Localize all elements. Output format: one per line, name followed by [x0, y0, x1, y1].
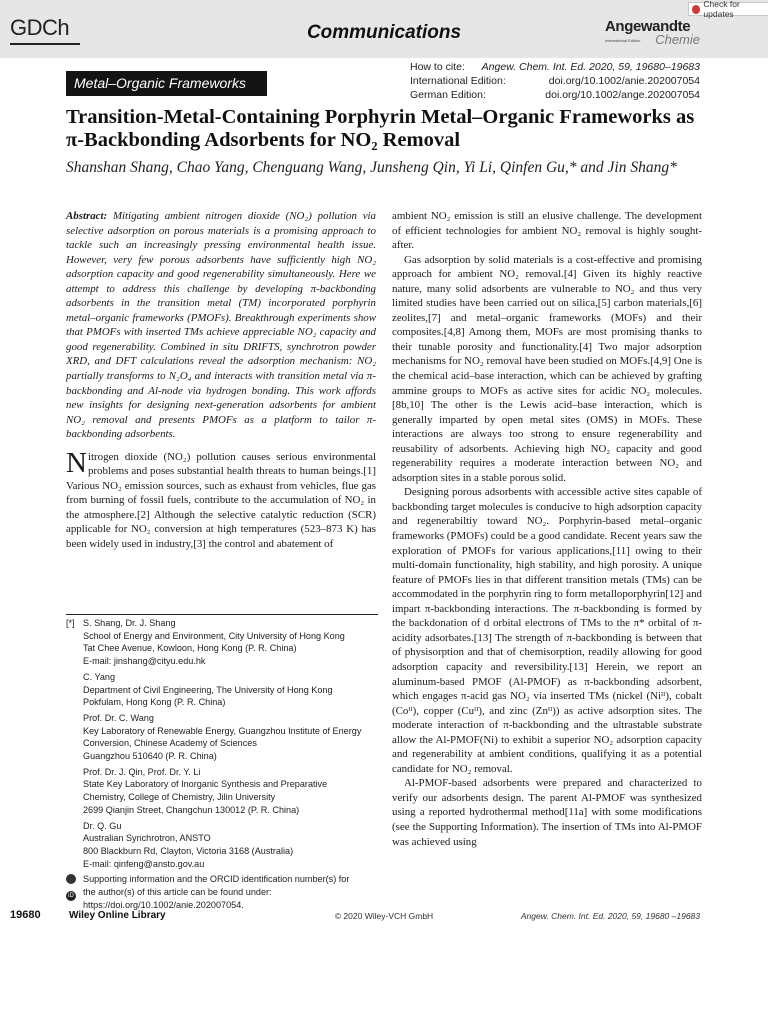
orcid-icon: iD [66, 891, 76, 901]
journal-logo [605, 18, 700, 47]
affiliation-group [83, 820, 378, 871]
affiliation-line: School of Energy and Environment, City University of Hong Kong [83, 630, 345, 641]
supporting-info-text [83, 873, 378, 911]
how-to-cite-value: Angew. Chem. Int. Ed. 2020, 59, 19680–19683 [481, 61, 700, 73]
check-for-updates-label: Check for updates [703, 0, 740, 19]
supporting-info-link[interactable]: https://doi.org/10.1002/anie.202007054. [83, 899, 244, 910]
supporting-info-line: Supporting information and the ORCID identification number(s) for [83, 874, 350, 885]
affiliation-line: Department of Civil Engineering, The University of Hong Kong [83, 684, 333, 695]
citation-block [410, 60, 700, 102]
page-number: 19680 [10, 909, 41, 921]
affiliation-line: S. Shang, Dr. J. Shang [83, 618, 176, 628]
affiliation-line: 800 Blackburn Rd, Clayton, Victoria 3168 (Australia) [83, 845, 294, 856]
page-footer [0, 909, 768, 925]
intro-text: itrogen dioxide (NO₂) pollution causes serious environmental problems and poses substantial health threats to human beings.[1] Various NO₂ emission sources, such as exhaust from vehicles, flue gas from burning of fossil fuels, contribute to the accumulation of NO₂ in the atmosphere.[2] Although the selective catalytic reduction (SCR) applicable for NO₂ conversion at high temperatures (523–873 K) has been widely used in industry,[3] the control and abatement of [66, 450, 376, 551]
affiliation-mark: [*] [66, 618, 75, 628]
right-paragraph-2: Gas adsorption by solid materials is a cost-effective and promising approach for ambient NO₂ removal.[4] Given its highly reactive nature, many solid adsorbents are vulnerable to NO₂ and thus very limited studies have been carried out on silica,[5] carbon materials,[6] zeolites,[7] and metal–organic frameworks (MOFs) and their composites.[4,8] Among them, MOFs are most promising thanks to their tunable porosity and functionality.[4] Two major adsorption mechanisms for NO₂ removal have been studied on MOFs.[4,9] One is the chemical acid–base interaction, which can be achieved by grafting ammine groups to MOFs as active sites for acidic NO₂ molecules.[8b,10] The other is the Lewis acid–base interaction, which is generally imparted by open metal sites (OMS) in MOFs. These interactions are always too strong to ensure regenerability and reusability of adsorbents. Achieving high NO₂ capacity and good regenerability requires a moderate interaction between NO₂ and adsorption sites in a stable porous solid. [392, 253, 702, 484]
supporting-info-icon [66, 874, 76, 884]
affiliation-group [83, 617, 378, 668]
affiliation-line: Chemistry, College of Chemistry, Jilin University [83, 792, 276, 803]
author-list: Shanshan Shang, Chao Yang, Chenguang Wang, Junsheng Qin, Yi Li, Qinfen Gu,* and Jin Shang* [66, 159, 677, 176]
supporting-info-line: the author(s) of this article can be found under: [83, 887, 272, 898]
abstract-text: Mitigating ambient nitrogen dioxide (NO₂) pollution via selective adsorption on porous materials is a promising approach to tackle such an increasingly pressing environmental health issue. However, very few porous adsorbents have sufficiently high NO₂ adsorption capacity and good regenerability simultaneously. Here we attempt to address this challenge by developing π-backbonding adsorbents in the transition metal (TM) incorporated porphyrin metal–organic frameworks (PMOFs). Breakthrough experiments show that PMOFs with inserted TMs achieve appreciable NO₂ capacity and good regenerability. Combined in situ DRIFTS, synchrotron powder XRD, and DFT calculations reveal the adsorption mechanism: NO₂ partially transforms to N₂O₄ and interacts with transition metal via π-backbonding and Al-node via hydrogen bonding. This work affords new insights for designing next-generation adsorbents for ambient NO₂ removal and presents PMOFs as a platform to tailor π-backbonding adsorbents. [66, 210, 376, 441]
wiley-online-library-link[interactable]: Wiley Online Library [69, 910, 166, 921]
update-check-icon [692, 5, 700, 14]
affiliations-block [66, 614, 378, 911]
abstract-label: Abstract: [66, 210, 108, 222]
affiliation-line: Guangzhou 510640 (P. R. China) [83, 751, 217, 762]
section-title: Communications [306, 22, 462, 43]
intl-edition-label: International Edition: [410, 75, 506, 87]
affiliation-line: State Key Laboratory of Inorganic Synthesis and Preparative [83, 779, 328, 790]
affiliations-row [66, 617, 378, 873]
citation-how-to-cite [410, 60, 700, 74]
intl-edition-doi-link[interactable]: doi.org/10.1002/anie.202007054 [548, 75, 700, 87]
affiliation-line: Conversion, Chinese Academy of Sciences [83, 738, 257, 749]
affiliation-line: Dr. Q. Gu [83, 820, 122, 831]
affiliation-group [83, 766, 378, 817]
supporting-info-icons [66, 873, 83, 911]
journal-logo-sub: Chemie [655, 32, 700, 47]
affiliation-line: Key Laboratory of Renewable Energy, Guangzhou Institute of Energy [83, 725, 362, 736]
abstract [66, 209, 376, 442]
header-band [0, 0, 768, 58]
affiliation-line: Tat Chee Avenue, Kowloon, Hong Kong (P. R. China) [83, 643, 297, 654]
affiliation-line: Prof. Dr. J. Qin, Prof. Dr. Y. Li [83, 766, 201, 777]
citation-german [410, 88, 700, 102]
german-edition-label: German Edition: [410, 89, 486, 101]
affiliation-line: 2699 Qianjin Street, Changchun 130012 (P. R. China) [83, 804, 300, 815]
left-column [66, 209, 376, 552]
affiliation-line: Pokfulam, Hong Kong (P. R. China) [83, 697, 226, 708]
affiliation-line: Australian Synchrotron, ANSTO [83, 833, 211, 844]
right-paragraph-4: Al-PMOF-based adsorbents were prepared and characterized to verify our adsorbents design. The parent Al-PMOF was synthesized using a reported hydrothermal method[11a] with some modifications (see the Supporting Information). The insertion of TMs into Al-PMOF was achieved using [392, 777, 702, 848]
affiliation-list [83, 617, 378, 873]
check-for-updates-button[interactable] [688, 0, 768, 19]
intro-dropcap: N [66, 446, 87, 479]
affiliation-group [83, 712, 378, 763]
topic-tag: Metal–Organic Frameworks [66, 71, 267, 96]
right-paragraph-3: Designing porous adsorbents with accessible active sites capable of backbonding target molecules is conducive to high adsorption capacity and regenerabiltiy toward NO₂. Porphyrin-based metal–organic frameworks (PMOFs) could be a good candidate. Recent years saw the exploration of PMOFs for various applications,[11] owing to their multi-domain functionality, high stability, and high porosity. A unique feature of PMOFs lies in that different transition metals (TMs) can be accommodated in the porphyrin ring to form metalloporphyrin[12] and impart π-backbonding interactions. The π-backbonding is formed by the backdonation of d orbital electrons of TMs to the π* orbital of π-acidity adsorbates.[13] The strength of π-backbonding is between that of physisorption and that of chemisorption, readily allowing for good adsorption capacity and reversibility.[13] Herein, we report an aluminum-based PMOF (Al-PMOF) as π-backbonding adsorbent, which engages π-acid gas NO₂ via inserted TMs (nickel (Niᴵᴵ), cobalt (Coᴵᴵ), copper (Cuᴵᴵ), and zinc (Znᴵᴵ)) as active adsorption sites. The moderate interaction of π-backbonding and the ultrastable substrate allow the Al-PMOF(Ni) to exhibit a superior NO₂ adsorption capacity and regenerability at ambient conditions, qualifying it as a potential candidate for NO₂ removal. [392, 486, 702, 775]
intro-paragraph [66, 446, 376, 552]
right-column [392, 209, 702, 849]
affiliation-group [83, 671, 378, 709]
copyright-notice: © 2020 Wiley-VCH GmbH [334, 911, 434, 921]
how-to-cite-label: How to cite: [410, 61, 465, 73]
affiliation-line: C. Yang [83, 671, 116, 682]
article-title-line-1: Transition-Metal-Containing Porphyrin Metal–Organic Frameworks as [66, 106, 695, 128]
article-title [66, 106, 706, 152]
gdch-logo-text: GDCh [10, 15, 70, 40]
journal-logo-edition: International Edition [605, 38, 641, 43]
footer-citation: Angew. Chem. Int. Ed. 2020, 59, 19680 –19683 [520, 911, 700, 921]
article-title-line-2: π-Backbonding Adsorbents for NO₂ Removal [66, 129, 461, 151]
affiliation-email-link[interactable]: E-mail: qinfeng@ansto.gov.au [83, 858, 205, 869]
german-edition-doi-link[interactable]: doi.org/10.1002/ange.202007054 [545, 89, 700, 101]
supporting-info-row [66, 873, 378, 911]
affiliation-email-link[interactable]: E-mail: jinshang@cityu.edu.hk [83, 656, 206, 667]
right-paragraph-1: ambient NO₂ emission is still an elusive challenge. The development of efficient technologies for ambient NO₂ removal is highly sought-after. [392, 210, 702, 252]
journal-logo-main: Angewandte [605, 18, 691, 35]
affiliation-line: Prof. Dr. C. Wang [83, 712, 154, 723]
citation-intl [410, 74, 700, 88]
